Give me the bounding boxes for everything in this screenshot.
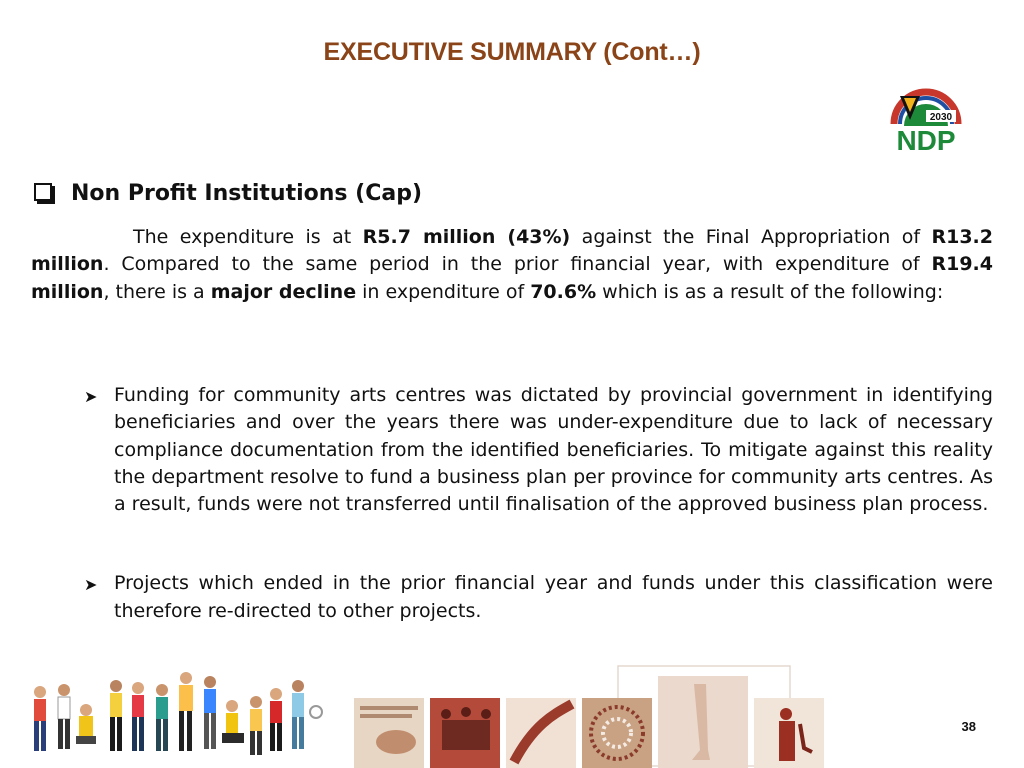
para-text-6: which is as a result of the following: xyxy=(596,280,944,303)
para-text-3: . Compared to the same period in the prior financial year, with expenditure of xyxy=(103,253,932,276)
sports-children-image xyxy=(26,664,326,768)
child-figure-9 xyxy=(222,700,244,743)
para-bold-4: major decline xyxy=(210,280,357,303)
para-text-1: The expenditure is at xyxy=(133,226,363,248)
child-figure-12 xyxy=(292,680,322,749)
section-heading xyxy=(34,181,422,206)
bullet-text: Funding for community arts centres was dictated by provincial government in identifying beneficiaries and over the years there was under-expenditure due to lack of necessary compliance documentation from the identified beneficiaries. To mitigate against this reality the department resolve to fund a business plan per province for community arts centres. As a result, funds were not transferred until finalisation of the approved business plan process. xyxy=(114,384,993,516)
para-bold-3: R19.4 million xyxy=(31,253,993,303)
child-figure-10 xyxy=(250,696,262,755)
checkbox-icon xyxy=(34,183,52,201)
child-figure-2 xyxy=(58,684,70,749)
para-bold-1: R5.7 million (43%) xyxy=(362,226,571,248)
child-figure-6 xyxy=(156,684,168,751)
arrowhead-icon: ➤ xyxy=(84,387,98,406)
para-text-4: , there is a xyxy=(103,280,211,303)
bullet-item xyxy=(84,382,993,518)
ndp-logo xyxy=(886,84,966,154)
bullet-item xyxy=(84,570,993,625)
para-bold-5: 70.6% xyxy=(530,280,597,303)
child-figure-8 xyxy=(204,676,216,749)
child-figure-5 xyxy=(132,682,144,751)
child-figure-7 xyxy=(179,672,193,751)
slide-title: EXECUTIVE SUMMARY (Cont…) xyxy=(323,38,701,66)
page-number: 38 xyxy=(961,719,976,734)
logo-year: 2030 xyxy=(929,112,953,123)
photo-panel-dancers xyxy=(430,698,500,768)
para-text-2: against the Final Appropriation of xyxy=(570,226,932,248)
photo-panel-saxophone xyxy=(754,698,824,768)
child-figure-4 xyxy=(110,680,122,751)
para-text-5: in expenditure of xyxy=(356,280,531,303)
arts-photo-strip xyxy=(354,664,830,768)
photo-panel-ballet xyxy=(658,676,748,768)
bullet-list xyxy=(84,382,993,625)
child-figure-3 xyxy=(76,704,96,744)
photo-panel-writing xyxy=(354,698,424,768)
logo-letters: NDP xyxy=(896,125,956,154)
photo-panel-beadwork xyxy=(582,698,652,768)
para-bold-2: R13.2 million xyxy=(31,226,993,276)
photo-panel-film xyxy=(506,698,576,768)
bullet-text: Projects which ended in the prior financial year and funds under this classification were therefore re-directed to other projects. xyxy=(114,572,993,622)
arrowhead-icon: ➤ xyxy=(84,575,98,595)
summary-paragraph xyxy=(31,224,993,306)
child-figure-1 xyxy=(34,686,46,751)
child-figure-11 xyxy=(270,688,282,751)
section-heading-text: Non Profit Institutions (Cap) xyxy=(71,181,423,206)
